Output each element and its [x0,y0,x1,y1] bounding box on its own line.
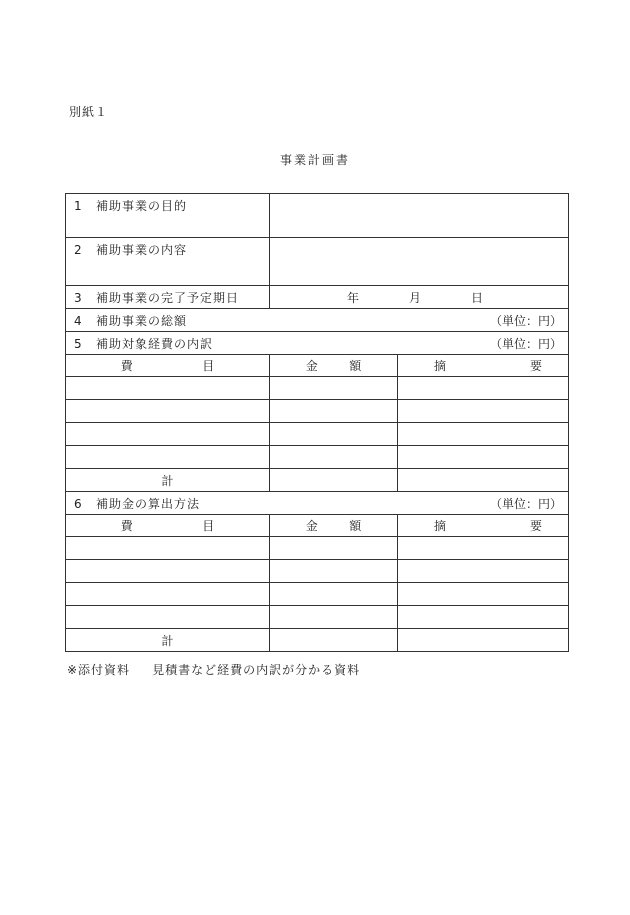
item-header-char: 費 [120,359,133,373]
row-breakdown [66,332,569,355]
day-label: 日 [470,290,483,305]
unit-label: （単位：円） [489,336,562,351]
remarks-cell[interactable] [398,423,569,446]
table-row [66,400,569,423]
amount-header-char: 額 [349,359,362,373]
row-number: 2 [74,243,83,257]
completion-label-cell [66,286,270,309]
table-row [66,377,569,400]
amount-cell[interactable] [270,537,398,560]
total-label: 補助事業の総額 [96,313,188,328]
attachment-label: 別紙１ [69,105,109,119]
subtotal-row [66,629,569,652]
amount-cell[interactable] [270,377,398,400]
remarks-cell[interactable] [398,537,569,560]
subtotal-label: 計 [66,629,270,652]
amount-cell[interactable] [270,469,398,492]
note-prefix: ※添付資料 [67,663,131,677]
row-number: 1 [74,199,83,213]
table-row [66,606,569,629]
amount-cell[interactable] [270,629,398,652]
row-content [66,238,569,286]
plan-table [65,193,569,652]
note-text: 見積書など経費の内訳が分かる資料 [152,663,361,677]
amount-cell[interactable] [270,606,398,629]
item-cell[interactable] [66,423,270,446]
item-cell[interactable] [66,560,270,583]
amount-header-char: 額 [349,519,362,533]
subtotal-row [66,469,569,492]
year-label: 年 [346,290,359,305]
purpose-input[interactable] [270,194,569,238]
table-row [66,446,569,469]
remarks-header-char: 要 [529,359,542,373]
item-cell[interactable] [66,537,270,560]
row-number: 4 [74,313,83,328]
attachment-note [67,661,360,678]
content-input[interactable] [270,238,569,286]
item-header [66,355,270,377]
remarks-header-char: 要 [529,519,542,533]
row-number: 6 [74,496,83,511]
row-number: 3 [74,290,83,305]
remarks-header [398,355,569,377]
unit-label: （単位：円） [489,496,562,511]
content-label: 補助事業の内容 [96,243,188,257]
item-cell[interactable] [66,583,270,606]
amount-header-char: 金 [305,359,318,373]
item-cell[interactable] [66,400,270,423]
amount-cell[interactable] [270,423,398,446]
item-header-char: 目 [202,359,215,373]
row-number: 5 [74,336,83,351]
item-cell[interactable] [66,606,270,629]
row-purpose [66,194,569,238]
item-cell[interactable] [66,446,270,469]
content-label-cell [66,238,270,286]
amount-header-char: 金 [305,519,318,533]
month-label: 月 [408,290,421,305]
unit-label: （単位：円） [489,313,562,328]
table-row [66,423,569,446]
remarks-header-char: 摘 [434,519,447,533]
remarks-header [398,515,569,537]
amount-cell[interactable] [270,400,398,423]
breakdown-label: 補助対象経費の内訳 [96,336,214,351]
remarks-cell[interactable] [398,606,569,629]
purpose-label: 補助事業の目的 [96,199,188,213]
remarks-cell[interactable] [398,469,569,492]
remarks-cell[interactable] [398,560,569,583]
item-header-char: 目 [202,519,215,533]
breakdown-label-cell [66,332,569,355]
amount-header [270,515,398,537]
purpose-label-cell [66,194,270,238]
remarks-cell[interactable] [398,400,569,423]
page-title: 事業計画書 [279,153,350,167]
amount-cell[interactable] [270,583,398,606]
item-header [66,515,270,537]
completion-label: 補助事業の完了予定期日 [96,290,240,305]
calc-label: 補助金の算出方法 [96,496,201,511]
row-completion [66,286,569,309]
table-row [66,537,569,560]
remarks-cell[interactable] [398,446,569,469]
amount-cell[interactable] [270,560,398,583]
remarks-cell[interactable] [398,629,569,652]
remarks-cell[interactable] [398,583,569,606]
table-row [66,583,569,606]
subtotal-label: 計 [66,469,270,492]
table-row [66,560,569,583]
row-calc [66,492,569,515]
header-row [66,515,569,537]
calc-label-cell [66,492,569,515]
remarks-header-char: 摘 [434,359,447,373]
total-label-cell [66,309,569,332]
amount-cell[interactable] [270,446,398,469]
row-total [66,309,569,332]
item-header-char: 費 [120,519,133,533]
amount-header [270,355,398,377]
remarks-cell[interactable] [398,377,569,400]
header-row [66,355,569,377]
completion-date-input[interactable] [270,286,569,309]
item-cell[interactable] [66,377,270,400]
